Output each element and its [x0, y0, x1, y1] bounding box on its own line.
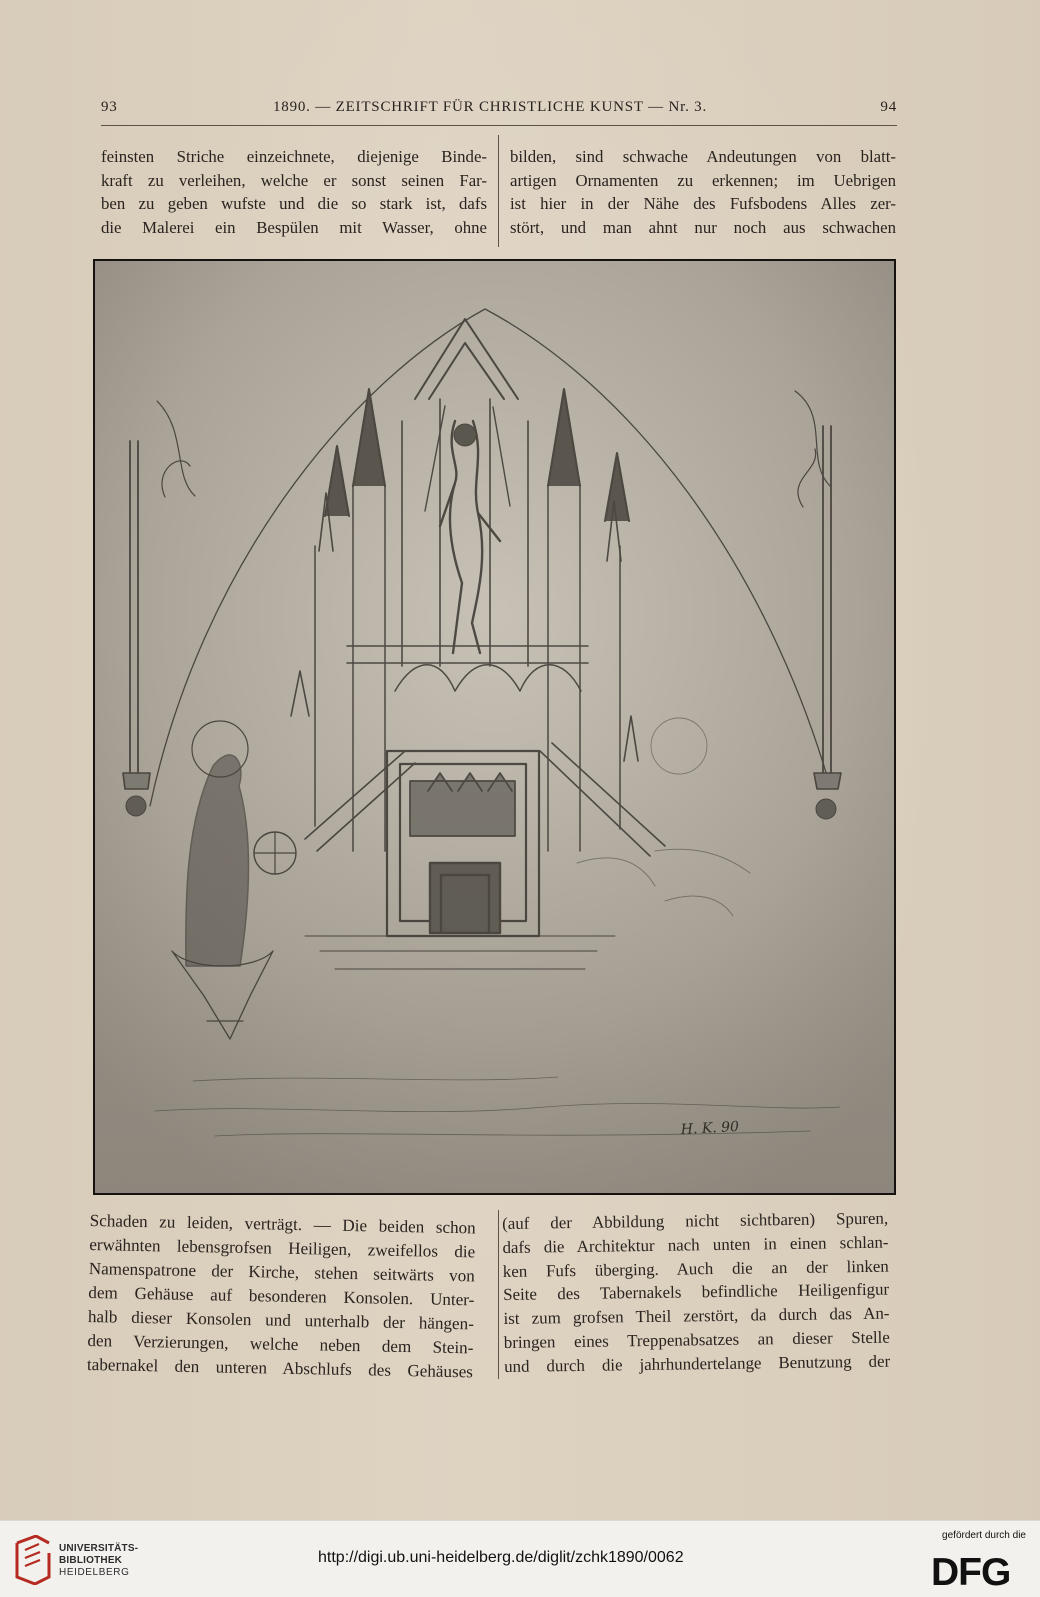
top-left-column [101, 145, 487, 239]
text-line: ist hier in der Nähe des Fufsbodens Alles zer- [510, 194, 896, 213]
text-line: stört, und man ahnt nur noch aus schwachen [510, 217, 896, 237]
library-name-line: HEIDELBERG [59, 1567, 130, 1578]
text-line: tabernakel den unteren Abschlufs des Gehäuses [86, 1354, 474, 1382]
text-line: die Malerei ein Bespülen mit Wasser, ohne [101, 217, 487, 237]
gothic-tabernacle-illustration [93, 259, 896, 1195]
bottom-right-column [502, 1207, 890, 1379]
top-right-column [510, 145, 896, 239]
bottom-column-divider [498, 1210, 499, 1379]
text-line: artigen Ornamenten zu erkennen; im Uebrigen [510, 170, 896, 190]
digital-library-footer [0, 1520, 1040, 1597]
library-name-line: BIBLIOTHEK [59, 1555, 123, 1566]
tabernacle-crown [410, 773, 515, 836]
header-rule [101, 125, 897, 126]
text-line: bringen eines Treppenabsatzes an dieser Stelle [503, 1327, 890, 1352]
text-line: bilden, sind schwache Andeutungen von blatt- [510, 147, 896, 166]
text-line: (auf der Abbildung nicht sichtbaren) Spuren, [502, 1208, 889, 1233]
text-line: feinsten Striche einzeichnete, diejenige Binde- [101, 147, 487, 166]
library-name [59, 1543, 179, 1579]
artist-signature: H. K. 90 [680, 1118, 740, 1138]
running-header [101, 99, 897, 121]
text-line: dem Gehäuse auf besonderen Konsolen. Unter- [88, 1282, 475, 1310]
text-line: ist zum grofsen Theil zerstört, da durch das An- [503, 1303, 890, 1329]
text-line: Namenspatrone der Kirche, stehen seitwärts von [88, 1258, 475, 1286]
library-name-line: UNIVERSITÄTS- [59, 1543, 139, 1554]
text-line: den Verzierungen, welche neben dem Stein- [87, 1330, 474, 1358]
source-url: http://digi.ub.uni-heidelberg.de/diglit/zchk1890/0062 [318, 1549, 684, 1566]
text-line: Schaden zu leiden, verträgt. — Die beiden schon [89, 1210, 476, 1238]
text-line: kraft zu verleihen, welche er sonst seinen Far- [101, 170, 487, 190]
text-line: ben zu geben wufste und die so stark ist, dafs [101, 194, 487, 213]
christ-head [454, 424, 476, 446]
left-corbel-face [126, 796, 146, 816]
top-column-divider [498, 135, 499, 247]
tabernacle-drawing [95, 261, 894, 1193]
right-corbel-face [816, 799, 836, 819]
bottom-left-column [87, 1209, 476, 1384]
text-line: dafs die Architektur nach unten in einen schlan- [502, 1232, 889, 1257]
journal-title: 1890. — ZEITSCHRIFT FÜR CHRISTLICHE KUNST — Nr. 3. [272, 99, 708, 115]
text-line: erwähnten lebensgrofsen Heiligen, zweifellos die [89, 1234, 476, 1262]
left-page-number: 93 [101, 99, 118, 115]
dfg-logo-icon [931, 1551, 1025, 1589]
sponsor-label: gefördert durch die [942, 1530, 1026, 1541]
dfg-logo-text: DFG [931, 1551, 1011, 1589]
right-page-number: 94 [880, 99, 897, 115]
text-line: und durch die jahrhundertelange Benutzung der [504, 1351, 891, 1376]
library-logo-icon [13, 1535, 53, 1585]
text-line: halb dieser Konsolen und unterhalb der hängen- [87, 1306, 475, 1334]
text-line: ken Fufs überging. Auch die an der linken [502, 1256, 889, 1281]
tabernacle-door [430, 863, 500, 933]
text-line: Seite des Tabernakels befindliche Heiligenfigur [503, 1279, 890, 1305]
